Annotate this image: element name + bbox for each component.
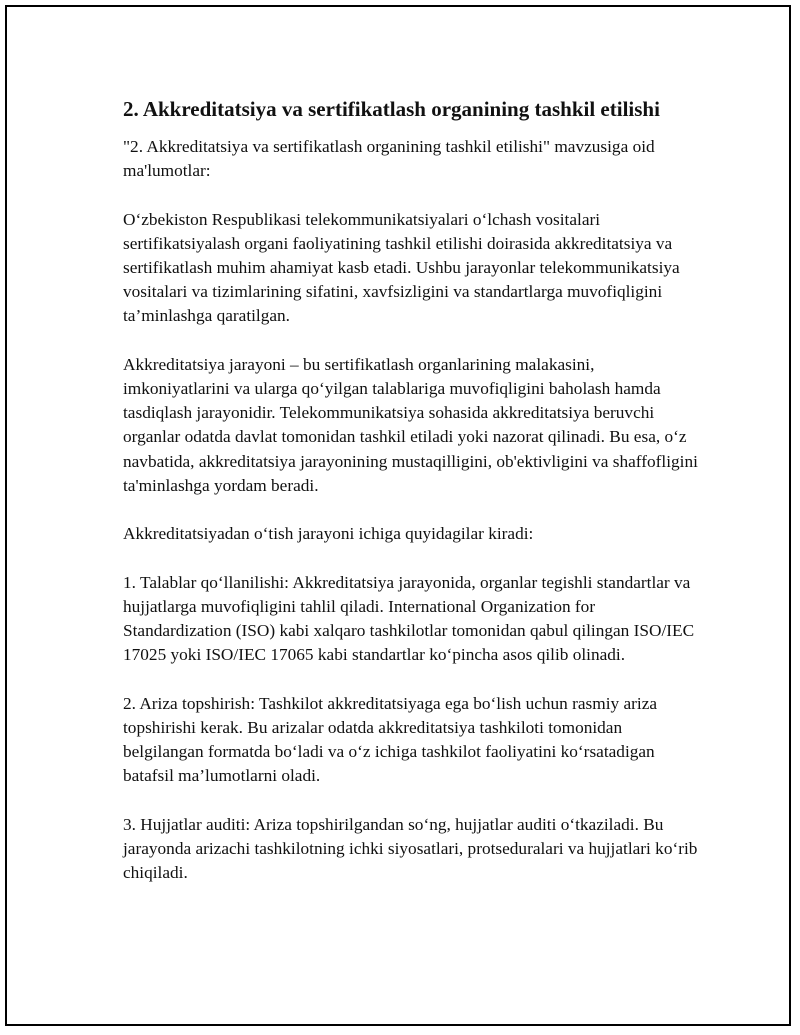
step-2-paragraph: 2. Ariza topshirish: Tashkilot akkreditatsiyaga ega bo‘lish uchun rasmiy ariza topshirishi kerak. Bu arizalar odatda akkreditatsiya tashkiloti tomonidan belgilangan formatda bo‘ladi va o‘z ichiga tashkilot faoliyatini ko‘rsatadigan batafsil ma’lumotlarni oladi. (123, 693, 658, 786)
accreditation-process-paragraph: Akkreditatsiya jarayoni – bu sertifikatlash organlarining malakasini, imkoniyatlarini va ularga qo‘yilgan talablariga muvofiqligini baholash hamda tasdiqlash jarayonidir. Telekommunikatsiya sohasida akkreditatsiya beruvchi organlar odatda davlat tomonidan tashkil etiladi yoki nazorat qilinadi. Bu esa, o‘z navbatida, akkreditatsiya jarayonining mustaqilligini, ob'ektivligini va shaffofligini ta'minlashga yordam beradi. (123, 354, 698, 495)
steps-intro-paragraph: Akkreditatsiyadan o‘tish jarayoni ichiga quyidagilar kiradi: (123, 524, 534, 544)
step-1-paragraph: 1. Talablar qo‘llanilishi: Akkreditatsiya jarayonida, organlar tegishli standartlar va hujjatlarga muvofiqligini tahlil qiladi. International Organization for Standardization (ISO) kabi xalqaro tashkilotlar tomonidan qabul qilingan ISO/IEC 17025 yoki ISO/IEC 17065 kabi standartlar ko‘pincha asos qilib olinadi. (123, 572, 695, 665)
intro-paragraph: "2. Akkreditatsiya va sertifikatlash organining tashkil etilishi" mavzusiga oid ma'lumotlar: (123, 137, 655, 181)
step-3-paragraph: 3. Hujjatlar auditi: Ariza topshirilgandan so‘ng, hujjatlar auditi o‘tkaziladi. Bu jarayonda arizachi tashkilotning ichki siyosatlari, protseduralari va hujjatlari ko‘rib chiqiladi. (123, 814, 698, 882)
overview-paragraph: O‘zbekiston Respublikasi telekommunikatsiyalari o‘lchash vositalari sertifikatsiyalash organi faoliyatining tashkil etilishi doirasida akkreditatsiya va sertifikatlash muhim ahamiyat kasb etadi. Ushbu jarayonlar telekommunikatsiya vositalari va tizimlarining sifatini, xavfsizligini va standartlarga muvofiqligini ta’minlashga qaratilgan. (123, 209, 680, 326)
document-page (5, 5, 791, 1026)
document-body (123, 95, 703, 909)
document-title: 2. Akkreditatsiya va sertifikatlash organining tashkil etilishi (123, 97, 660, 121)
